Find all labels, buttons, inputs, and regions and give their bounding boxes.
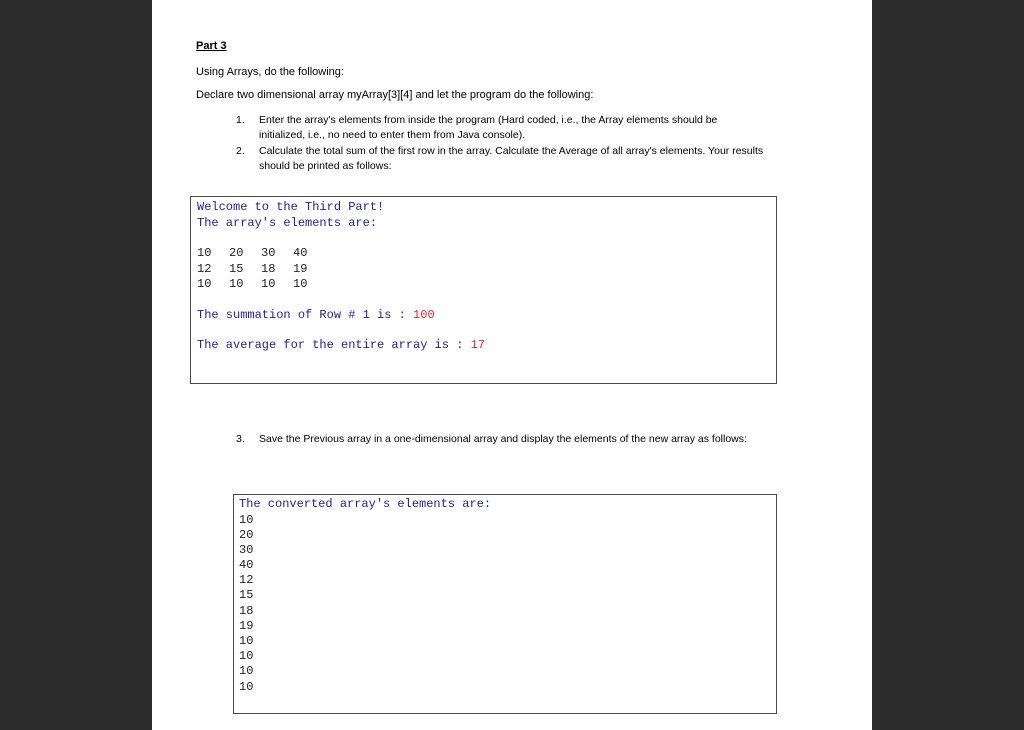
converted-value: 10 (239, 664, 254, 679)
part-heading: Part 3 (196, 40, 227, 52)
array-cell: 12 (197, 261, 212, 276)
array-cell: 10 (197, 277, 212, 291)
converted-value: 10 (239, 512, 254, 527)
array-row (197, 277, 770, 293)
average-line (197, 338, 770, 354)
array-cell: 10 (261, 277, 276, 291)
task-number: 3. (236, 433, 245, 445)
task-number: 2. (236, 145, 245, 157)
array-cell: 18 (261, 261, 276, 276)
array-cell: 15 (229, 261, 244, 276)
converted-value: 40 (239, 558, 254, 573)
task-text: Save the Previous array in a one-dimensional array and display the elements of the new array as follows: (259, 433, 747, 445)
array-cell: 20 (229, 246, 244, 260)
task-text: Calculate the total sum of the first row in the array. Calculate the Average of all array's elements. Your results should be printed as follows: (259, 145, 764, 172)
converted-value: 12 (239, 573, 254, 588)
console-elements-label: The array's elements are: (197, 215, 378, 230)
task-item (236, 113, 766, 143)
converted-value: 10 (239, 634, 254, 648)
converted-value: 10 (239, 679, 254, 694)
array-cell: 30 (261, 246, 276, 260)
array-cell: 10 (197, 246, 212, 260)
array-row (197, 262, 770, 278)
task-text: Enter the array's elements from inside the program (Hard coded, i.e., the Array elements should be initialized, i.e., no need to enter them from Java console). (259, 114, 718, 141)
converted-value: 18 (239, 603, 254, 618)
sum-line (197, 308, 770, 324)
converted-values (239, 513, 771, 695)
converted-value: 20 (239, 527, 254, 542)
declare-instruction: Declare two dimensional array myArray[3][4] and let the program do the following: (196, 89, 594, 101)
sum-label: The summation of Row # 1 is : (197, 307, 414, 322)
sum-value: 100 (413, 307, 435, 322)
array-cell: 40 (293, 246, 308, 260)
array-cell: 10 (293, 277, 308, 291)
task-number: 1. (236, 114, 245, 126)
intro-text: Using Arrays, do the following: (196, 66, 344, 78)
document-page (152, 0, 872, 730)
array-cell: 19 (293, 261, 308, 276)
average-label: The average for the entire array is : (197, 338, 471, 352)
task-item (236, 432, 766, 447)
converted-value: 19 (239, 618, 254, 633)
converted-console-box (233, 494, 777, 714)
average-value: 17 (470, 338, 486, 352)
converted-value: 10 (239, 649, 254, 664)
task-list (236, 113, 766, 175)
console-welcome-line: Welcome to the Third Part! (197, 200, 385, 214)
task-item (236, 144, 766, 174)
converted-value: 30 (239, 542, 254, 557)
console-output-box (190, 196, 777, 384)
converted-label: The converted array's elements are: (239, 497, 492, 511)
array-cell: 10 (229, 277, 244, 291)
array-row (197, 246, 770, 262)
converted-value: 15 (239, 588, 254, 603)
